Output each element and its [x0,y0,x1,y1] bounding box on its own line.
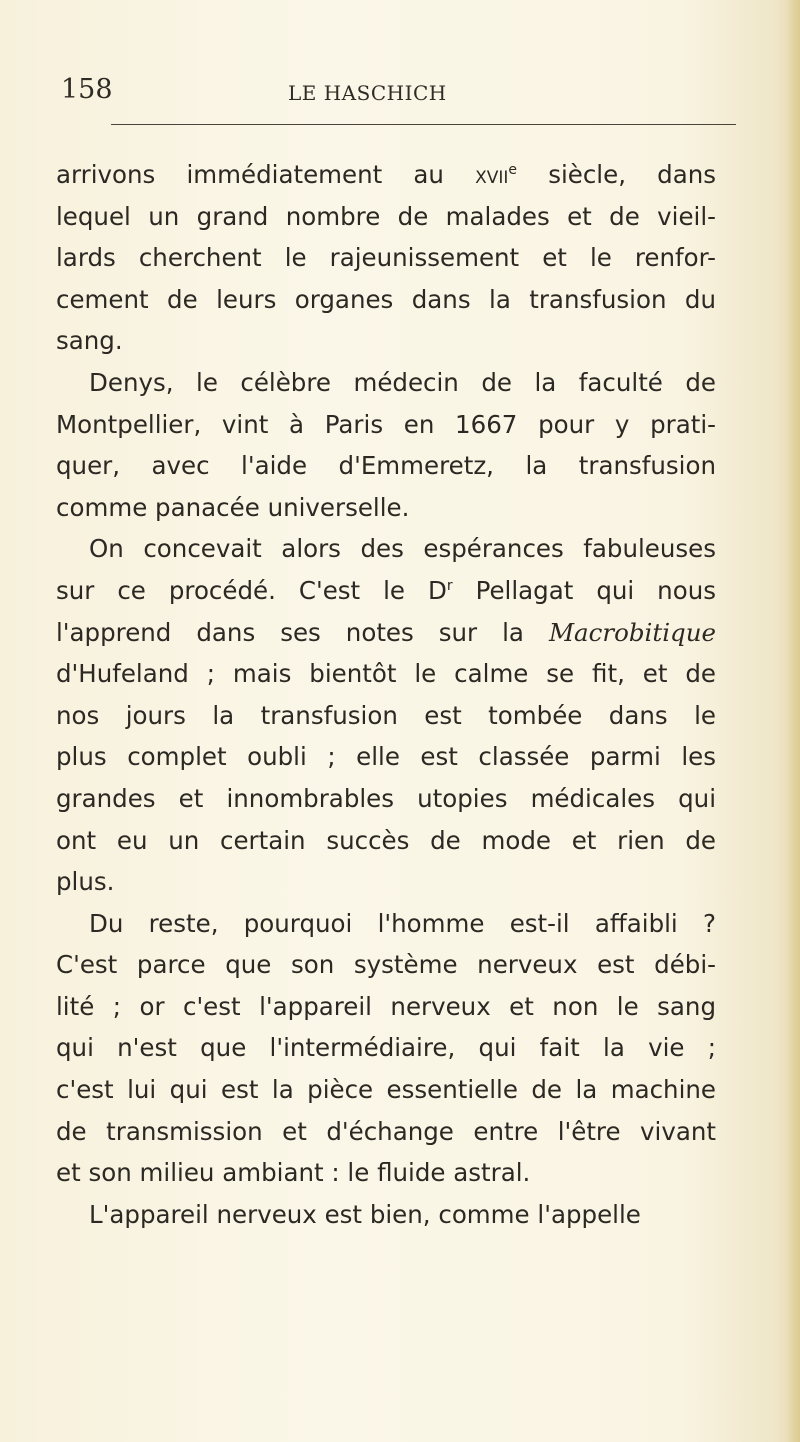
text-line: d'Hufeland ; mais bientôt le calme se fit, et de [56,659,716,689]
text-line: L'appareil nerveux est bien, comme l'appelle [89,1199,641,1229]
header-rule [111,124,736,125]
text-line: c'est lui qui est la pièce essentielle de la machine [56,1075,716,1105]
text-line: de transmission et d'échange entre l'être vivant [56,1116,716,1146]
text-line: sang. [56,326,123,356]
text-line: sur ce procédé. C'est le $D^r$ Pellagat qui nous [56,575,716,605]
text-line: lequel un grand nombre de malades et de vieil- [56,201,716,231]
text-line: arrivons immédiatement au xvii$^e$ siècle, dans [56,160,716,189]
text-line: Montpellier, vint à Paris en 1667 pour y prati- [56,409,716,439]
body-text [56,154,716,1235]
page-header [0,74,800,114]
page-edge-shadow [786,0,800,1442]
text-line: ont eu un certain succès de mode et rien de [56,825,716,855]
text-line: Denys, le célèbre médecin de la faculté de [89,367,716,397]
text-line: On concevait alors des espérances fabuleuses [89,534,716,564]
text-line: comme panacée universelle. [56,492,410,522]
text-line: et son milieu ambiant : le fluide astral. [56,1158,531,1188]
text-line: grandes et innombrables utopies médicales qui [56,783,716,813]
text-line: lité ; or c'est l'appareil nerveux et non le sang [56,991,716,1021]
text-line: nos jours la transfusion est tombée dans le [56,700,716,730]
page-number: 158 [61,74,113,105]
text-line: qui n'est que l'intermédiaire, qui fait la vie ; [56,1033,716,1063]
text-line: l'apprend dans ses notes sur la Macrobitique [56,617,716,647]
text-line: C'est parce que son système nerveux est débi- [56,950,716,980]
text-line: plus complet oubli ; elle est classée parmi les [56,742,716,772]
text-line: cement de leurs organes dans la transfusion du [56,284,716,314]
text-line: lards cherchent le rajeunissement et le renfor- [56,243,716,273]
text-line: Du reste, pourquoi l'homme est-il affaibli ? [89,908,716,938]
running-title: LE HASCHICH [288,81,447,105]
text-line: quer, avec l'aide d'Emmeretz, la transfusion [56,451,716,481]
text-line: plus. [56,867,115,897]
